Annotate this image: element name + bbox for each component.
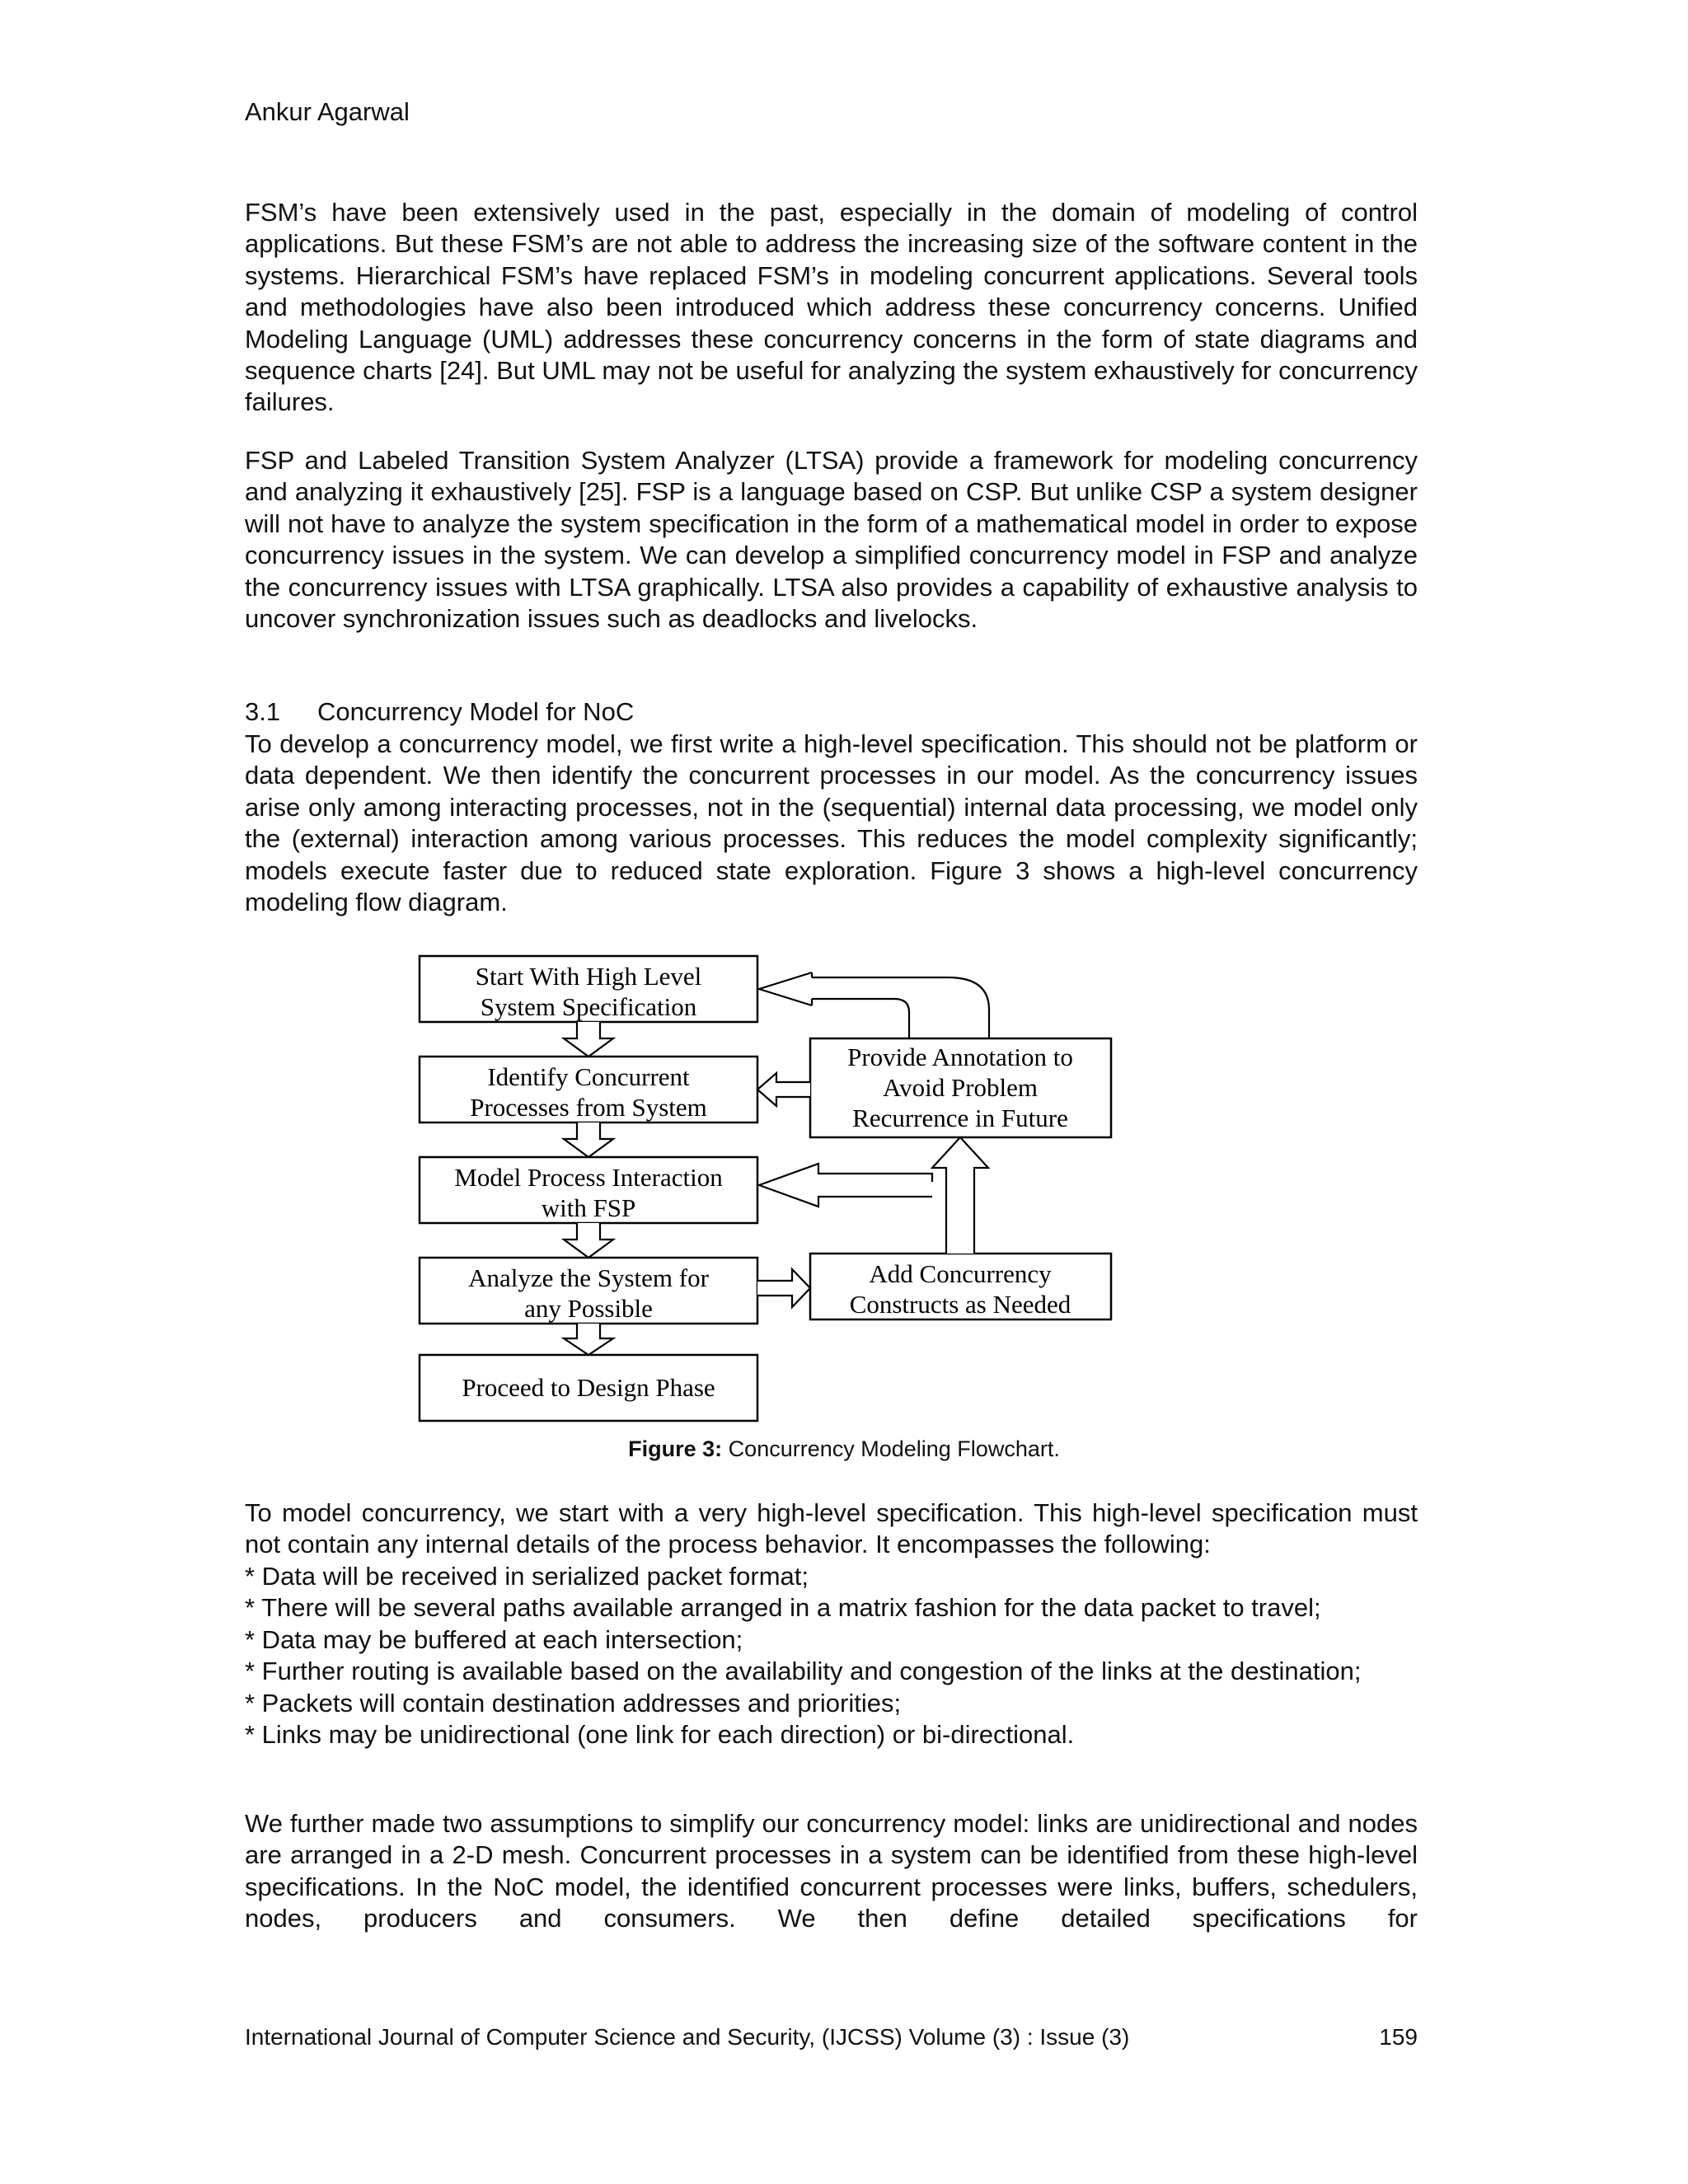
box-proceed-line-1: Proceed to Design Phase <box>462 1373 715 1402</box>
box-start-spec <box>420 956 757 1022</box>
list-item: * Packets will contain destination addresses and priorities; <box>245 1688 902 1718</box>
box-provide-annotation <box>810 1038 1111 1137</box>
figure-caption-text: Concurrency Modeling Flowchart. <box>722 1436 1060 1461</box>
box-analyze-line-2: any Possible <box>524 1294 653 1323</box>
section-title: Concurrency Model for NoC <box>317 697 635 726</box>
paragraph-high-level-spec: To model concurrency, we start with a very high-level specification. This high-level specification must not contain any internal details of the process behavior. It encompasses the following: <box>245 1498 1418 1559</box>
list-item: * There will be several paths available arranged in a matrix fashion for the data packet to travel; <box>245 1593 1321 1623</box>
paragraph-fsm: FSM’s have been extensively used in the past, especially in the domain of modeling of control applications. But these FSM’s are not able to address the increasing size of the software content in the systems. Hierarchical FSM’s have replaced FSM’s in modeling concurrent applications. Several tools and methodologies have also been introduced which address these concurrency concerns. Unified Modeling Language (UML) addresses these concurrency concerns in the form of state diagrams and sequence charts [24]. But UML may not be useful for analyzing the system exhaustively for concurrency failures. <box>245 198 1418 417</box>
list-item: * Further routing is available based on the availability and congestion of the links at the destination; <box>245 1657 1362 1686</box>
arrow-up-constructs-annotation <box>932 1137 988 1254</box>
box-analyze-system <box>420 1258 757 1324</box>
feedback-loop-outer <box>812 972 989 1038</box>
list-item: * Links may be unidirectional (one link for each direction) or bi-directional. <box>245 1720 1075 1750</box>
paragraph-concurrency-model: To develop a concurrency model, we first write a high-level specification. This should not be platform or data dependent. We then identify the concurrent processes in our model. As the concurrency issues arise only among interacting processes, not in the (sequential) internal data processing, we model only the (external) interaction among various processes. This reduces the model complexity significantly; models execute faster due to reduced state exploration. Figure 3 shows a high-level concurrency modeling flow diagram. <box>245 729 1418 917</box>
figure-caption-label: Figure 3: <box>628 1436 723 1461</box>
box-start-line-2: System Specification <box>480 992 697 1021</box>
footer-page-number: 159 <box>1379 2024 1418 2050</box>
arrow-down-identify-model <box>564 1122 613 1157</box>
box-identify-processes <box>420 1057 757 1122</box>
running-header-author: Ankur Agarwal <box>245 97 410 126</box>
arrow-right-analyze-constructs <box>757 1269 810 1307</box>
arrow-left-constructs-model <box>759 1164 932 1207</box>
arrow-down-start-identify <box>564 1022 613 1057</box>
figure-caption <box>0 1435 1688 1463</box>
section-number: 3.1 <box>245 697 281 726</box>
paragraph-fsp-ltsa: FSP and Labeled Transition System Analyzer (LTSA) provide a framework for modeling concurrency and analyzing it exhaustively [25]. FSP is a language based on CSP. But unlike CSP a system designer will not have to analyze the system specification in the form of a mathematical model in order to expose concurrency issues in the system. We can develop a simplified concurrency model in FSP and analyze the concurrency issues with LTSA graphically. LTSA also provides a capability of exhaustive analysis to uncover synchronization issues such as deadlocks and livelocks. <box>245 446 1418 634</box>
box-identify-line-2: Processes from System <box>470 1093 707 1122</box>
feedback-arrowhead <box>759 972 812 1005</box>
list-item: * Data may be buffered at each intersection; <box>245 1624 743 1654</box>
arrow-left-annotation-identify <box>757 1073 810 1106</box>
box-annotation-line-3: Recurrence in Future <box>852 1104 1068 1132</box>
list-item: * Data will be received in serialized packet format; <box>245 1562 809 1591</box>
arrow-down-analyze-proceed <box>564 1324 613 1355</box>
box-constructs-line-2: Constructs as Needed <box>849 1290 1071 1319</box>
arrow-down-model-analyze <box>564 1223 613 1258</box>
box-analyze-line-1: Analyze the System for <box>468 1263 709 1292</box>
feedback-loop-inner <box>812 999 909 1038</box>
paragraph-assumptions: We further made two assumptions to simplify our concurrency model: links are unidirectional and nodes are arranged in a 2-D mesh. Concurrent processes in a system can be identified from these high-level specifications. In the NoC model, the identified concurrent processes were links, buffers, schedulers, nodes, producers and consumers. We then define detailed specifications for <box>245 1809 1418 1933</box>
box-constructs-line-1: Add Concurrency <box>869 1259 1052 1288</box>
box-model-line-2: with FSP <box>541 1193 636 1222</box>
box-start-line-1: Start With High Level <box>475 962 702 991</box>
box-proceed-design <box>420 1355 757 1421</box>
box-model-line-1: Model Process Interaction <box>454 1163 723 1192</box>
box-annotation-line-1: Provide Annotation to <box>847 1043 1073 1071</box>
footer-journal-name: International Journal of Computer Science and Security, (IJCSS) Volume (3) : Issue (3) <box>245 2024 1130 2050</box>
box-annotation-line-2: Avoid Problem <box>883 1073 1038 1102</box>
box-add-constructs <box>810 1254 1111 1319</box>
box-model-interaction <box>420 1157 757 1223</box>
spec-bullet-list <box>245 1561 1418 1750</box>
box-identify-line-1: Identify Concurrent <box>487 1062 690 1091</box>
